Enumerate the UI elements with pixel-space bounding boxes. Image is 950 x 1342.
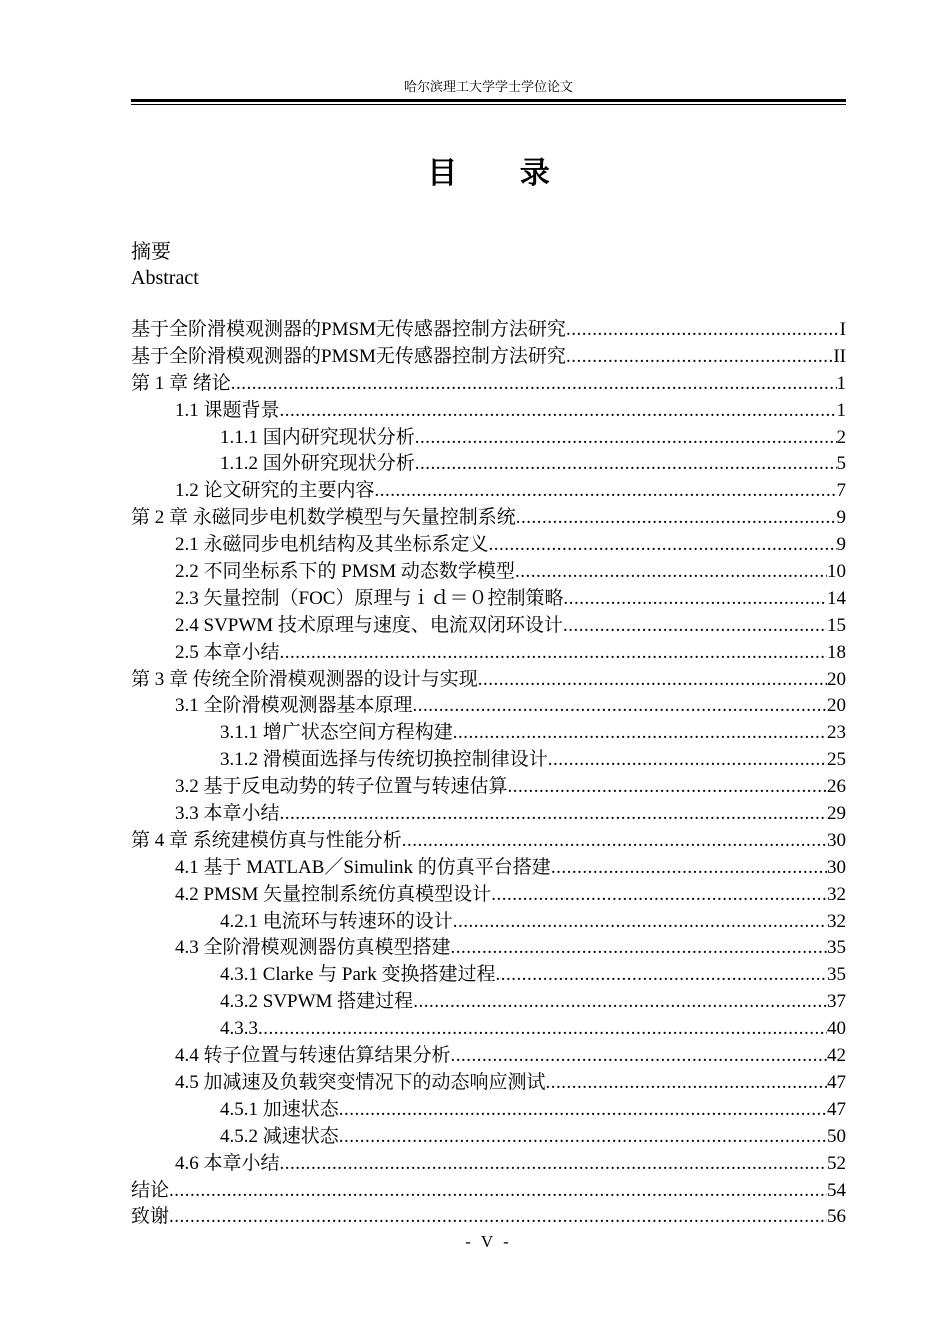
toc-entry-title: 4.1 基于 MATLAB／Simulink 的仿真平台搭建	[175, 856, 551, 878]
toc-dot-leader	[375, 478, 837, 505]
toc-entry-title: 2.4 SVPWM 技术原理与速度、电流双闭环设计	[175, 614, 563, 636]
page-number-footer: - V -	[465, 1232, 512, 1251]
toc-entry-title: 2.3 矢量控制（FOC）原理与ｉｄ＝０控制策略	[175, 587, 564, 609]
toc-page-number: 15	[827, 614, 846, 636]
toc-entry[interactable]	[131, 909, 846, 936]
toc-entry[interactable]	[131, 398, 846, 425]
toc-dot-leader	[339, 1124, 827, 1151]
toc-entry-title: 结论	[131, 1179, 170, 1201]
toc-title: 目 录	[427, 156, 576, 191]
toc-page-number: II	[833, 345, 846, 367]
toc-dot-leader	[495, 962, 827, 989]
toc-entry[interactable]	[131, 559, 846, 586]
toc-dot-leader	[280, 640, 827, 667]
toc-entry-title: 3.1 全阶滑模观测器基本原理	[175, 695, 413, 717]
toc-dot-leader	[339, 1097, 827, 1124]
toc-page-number: 52	[827, 1152, 846, 1174]
toc-entry-title: 致谢	[131, 1206, 170, 1228]
toc-page-number: 20	[827, 695, 846, 717]
toc-dot-leader	[563, 613, 827, 640]
toc-page-number: 35	[827, 964, 846, 986]
toc-page-number: 18	[827, 641, 846, 663]
toc-dot-leader	[169, 1204, 827, 1231]
toc-page-number: 47	[827, 1071, 846, 1093]
toc-entry-title: 第 4 章 系统建模仿真与性能分析	[131, 829, 402, 851]
toc-entry[interactable]	[131, 1016, 846, 1043]
toc-entry-title: 3.1.2 滑模面选择与传统切换控制律设计	[220, 749, 548, 771]
toc-page-number: 9	[836, 507, 846, 529]
toc-entry-title: 1.1.1 国内研究现状分析	[220, 426, 415, 448]
toc-entry[interactable]	[131, 855, 846, 882]
toc-page-number: 47	[827, 1098, 846, 1120]
toc-page-number: 26	[827, 776, 846, 798]
toc-entry[interactable]	[131, 505, 846, 532]
toc-dot-leader	[548, 747, 827, 774]
toc-entry-title: 4.3.3	[220, 1018, 258, 1040]
toc-page-number: 50	[827, 1125, 846, 1147]
toc-entry-title: 4.5.2 减速状态	[220, 1125, 339, 1147]
toc-dot-leader	[453, 909, 827, 936]
toc-dot-leader	[415, 451, 837, 478]
toc-entry[interactable]	[131, 720, 846, 747]
toc-entry-title: 4.5.1 加速状态	[220, 1098, 339, 1120]
toc-entry-title: 1.1 课题背景	[175, 399, 280, 421]
toc-dot-leader	[478, 667, 827, 694]
toc-entry[interactable]	[131, 1124, 846, 1151]
toc-page-number: 14	[827, 587, 846, 609]
toc-page-number: 30	[827, 829, 846, 851]
toc-dot-leader	[566, 344, 833, 371]
toc-entry-title: 3.1.1 增广状态空间方程构建	[220, 722, 453, 744]
toc-entry-title: 第 2 章 永磁同步电机数学模型与矢量控制系统	[131, 507, 516, 529]
toc-dot-leader	[415, 425, 837, 452]
toc-entry[interactable]	[131, 425, 846, 452]
header-rule-thick	[131, 99, 846, 102]
toc-dot-leader	[508, 774, 827, 801]
toc-dot-leader	[491, 882, 827, 909]
toc-entry-title: 4.2 PMSM 矢量控制系统仿真模型设计	[175, 883, 492, 905]
toc-page-number: 25	[827, 749, 846, 771]
toc-entry-title: 4.5 加减速及负载突变情况下的动态响应测试	[175, 1071, 546, 1093]
toc-dot-leader	[280, 398, 837, 425]
toc-page-number: 20	[827, 668, 846, 690]
toc-entry[interactable]	[131, 613, 846, 640]
toc-dot-leader	[413, 693, 827, 720]
running-header: 哈尔滨理工大学学士学位论文	[403, 79, 573, 94]
toc-page-number: 23	[827, 722, 846, 744]
toc-dot-leader	[489, 532, 837, 559]
toc-page-number: 42	[827, 1045, 846, 1067]
toc-dot-leader	[563, 586, 827, 613]
front-matter-abstract-cn[interactable]: 摘要	[131, 241, 171, 263]
toc-page-number: 2	[836, 426, 846, 448]
toc-dot-leader	[231, 371, 837, 398]
toc-page-number: 10	[827, 561, 846, 583]
toc-entry-title: 4.4 转子位置与转速估算结果分析	[175, 1045, 451, 1067]
toc-entry[interactable]	[131, 962, 846, 989]
toc-entry[interactable]	[131, 882, 846, 909]
toc-entry-title: 4.6 本章小结	[175, 1152, 280, 1174]
toc-entry[interactable]	[131, 371, 846, 398]
toc-entry[interactable]	[131, 1043, 846, 1070]
toc-dot-leader	[566, 317, 840, 344]
toc-page-number: 32	[827, 910, 846, 932]
toc-dot-leader	[515, 559, 827, 586]
toc-entry[interactable]	[131, 935, 846, 962]
toc-entry[interactable]	[131, 1204, 846, 1231]
toc-dot-leader	[258, 1016, 827, 1043]
toc-page-number: 1	[836, 372, 846, 394]
toc-page-number: 5	[836, 453, 846, 475]
front-matter-abstract-en[interactable]: Abstract	[131, 267, 199, 289]
toc-entry-title: 4.3.2 SVPWM 搭建过程	[220, 991, 414, 1013]
table-of-contents	[131, 317, 846, 1231]
toc-entry[interactable]	[131, 1097, 846, 1124]
toc-dot-leader	[516, 505, 837, 532]
toc-entry-title: 第 3 章 传统全阶滑模观测器的设计与实现	[131, 668, 478, 690]
toc-page-number: 32	[827, 883, 846, 905]
toc-entry[interactable]	[131, 344, 846, 371]
toc-entry-title: 1.2 论文研究的主要内容	[175, 480, 375, 502]
toc-entry[interactable]	[131, 801, 846, 828]
toc-dot-leader	[169, 1178, 827, 1205]
toc-dot-leader	[451, 935, 827, 962]
toc-entry[interactable]	[131, 1070, 846, 1097]
toc-dot-leader	[451, 1043, 827, 1070]
toc-entry[interactable]	[131, 693, 846, 720]
toc-page-number: 7	[836, 480, 846, 502]
toc-dot-leader	[546, 1070, 827, 1097]
toc-entry-title: 基于全阶滑模观测器的PMSM无传感器控制方法研究	[131, 345, 566, 367]
toc-entry[interactable]	[131, 1178, 846, 1205]
toc-page-number: 37	[827, 991, 846, 1013]
toc-entry[interactable]	[131, 532, 846, 559]
toc-entry-title: 4.2.1 电流环与转速环的设计	[220, 910, 453, 932]
toc-entry-title: 2.2 不同坐标系下的 PMSM 动态数学模型	[175, 561, 515, 583]
toc-entry-title: 2.5 本章小结	[175, 641, 280, 663]
toc-page-number: 35	[827, 937, 846, 959]
toc-page-number: 30	[827, 856, 846, 878]
toc-entry-title: 基于全阶滑模观测器的PMSM无传感器控制方法研究	[131, 319, 566, 340]
toc-entry[interactable]	[131, 989, 846, 1016]
toc-entry-title: 4.3.1 Clarke 与 Park 变换搭建过程	[220, 964, 496, 986]
toc-dot-leader	[551, 855, 827, 882]
toc-page-number: 40	[827, 1018, 846, 1040]
toc-entry-title: 第 1 章 绪论	[131, 372, 231, 394]
toc-page-number: 9	[836, 534, 846, 556]
toc-entry-title: 3.3 本章小结	[175, 803, 280, 825]
toc-dot-leader	[280, 1151, 827, 1178]
toc-entry[interactable]	[131, 451, 846, 478]
toc-entry[interactable]	[131, 1151, 846, 1178]
toc-entry[interactable]	[131, 317, 846, 344]
toc-entry[interactable]	[131, 640, 846, 667]
toc-entry[interactable]	[131, 774, 846, 801]
toc-dot-leader	[402, 828, 827, 855]
toc-entry[interactable]	[131, 667, 846, 694]
toc-page-number: 54	[827, 1179, 846, 1201]
toc-entry[interactable]	[131, 586, 846, 613]
toc-dot-leader	[413, 989, 827, 1016]
toc-entry-title: 3.2 基于反电动势的转子位置与转速估算	[175, 776, 508, 798]
toc-entry-title: 1.1.2 国外研究现状分析	[220, 453, 415, 475]
header-rule-thin	[131, 104, 846, 105]
toc-dot-leader	[280, 801, 827, 828]
toc-entry[interactable]	[131, 747, 846, 774]
toc-page-number: 56	[827, 1206, 846, 1228]
toc-dot-leader	[453, 720, 827, 747]
toc-page-number: I	[839, 319, 846, 340]
toc-entry[interactable]	[131, 478, 846, 505]
toc-page-number: 29	[827, 803, 846, 825]
toc-entry-title: 4.3 全阶滑模观测器仿真模型搭建	[175, 937, 451, 959]
toc-page-number: 1	[836, 399, 846, 421]
toc-entry-title: 2.1 永磁同步电机结构及其坐标系定义	[175, 534, 489, 556]
toc-entry[interactable]	[131, 828, 846, 855]
